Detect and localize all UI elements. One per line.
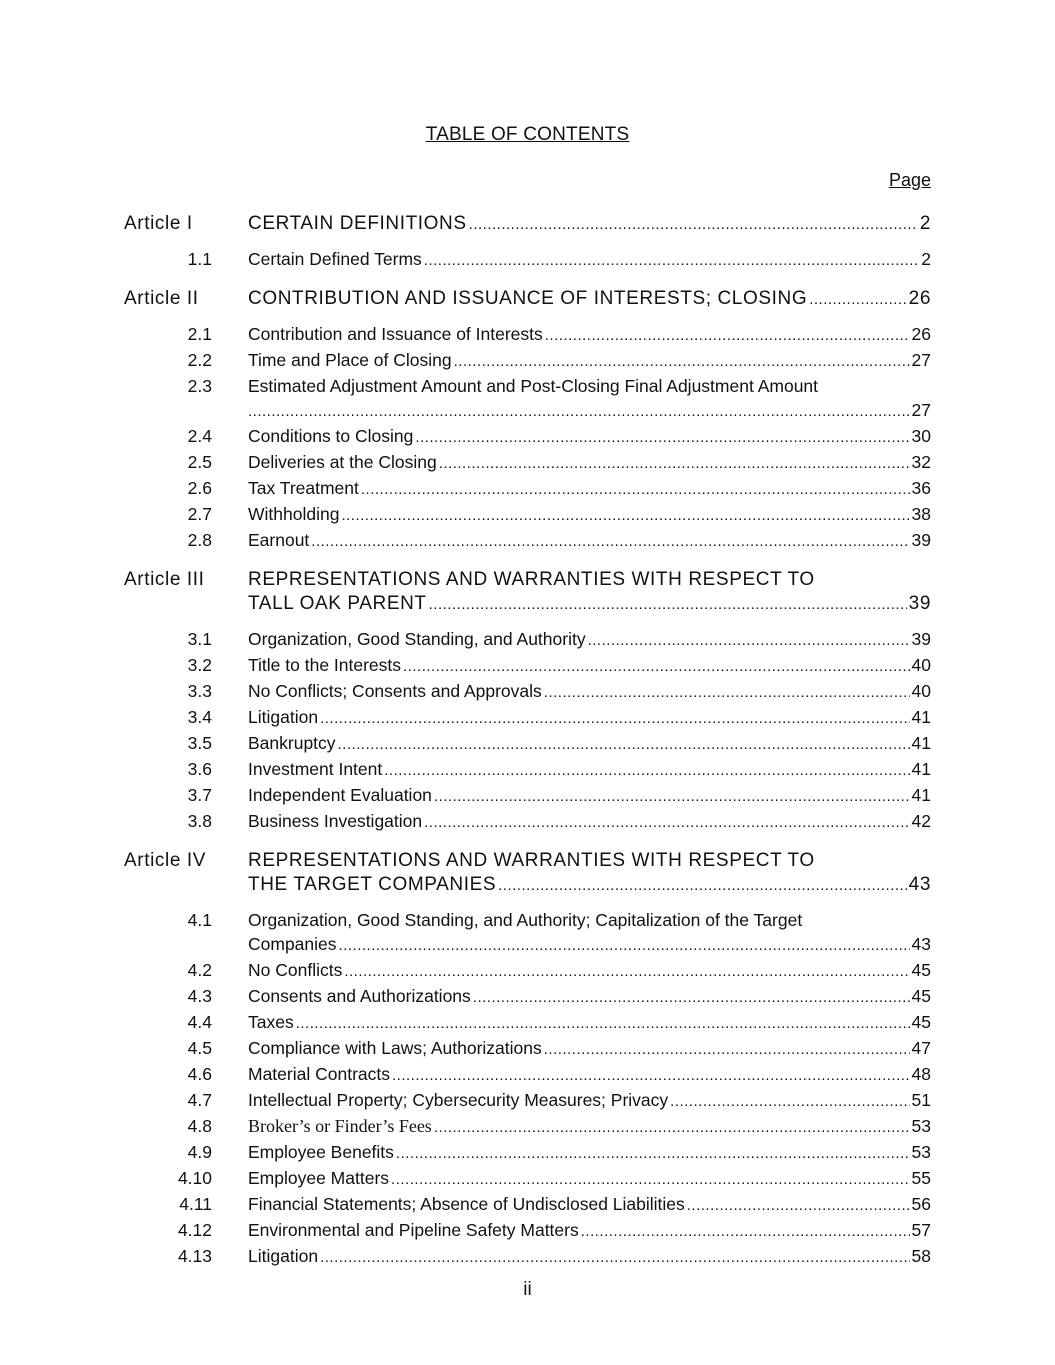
section-page-number: 27 [911, 350, 931, 370]
section-title-text: Broker’s or Finder’s Fees [248, 1116, 432, 1136]
dot-leader [545, 324, 910, 348]
article-title-line [248, 568, 931, 592]
section-page-number: 43 [911, 934, 931, 954]
toc-section-entry [0, 757, 1055, 783]
article-title [248, 849, 931, 898]
section-title-text: Earnout [248, 530, 310, 550]
toc-section-entry [0, 1166, 1055, 1192]
section-title-line [248, 731, 931, 757]
section-number: 3.8 [187, 811, 212, 831]
section-title-text: Contribution and Issuance of Interests [248, 324, 543, 344]
section-title-text: Certain Defined Terms [248, 249, 422, 269]
dot-leader [403, 655, 910, 679]
toc-section-entry [0, 1088, 1055, 1114]
section-title-text: Independent Evaluation [248, 785, 432, 805]
section-page-number: 41 [911, 785, 931, 805]
article-sections [0, 322, 1055, 554]
section-title-text: Bankruptcy [248, 733, 336, 753]
section-page-number: 48 [911, 1064, 931, 1084]
toc-section-entry [0, 653, 1055, 679]
article-title-line [248, 849, 931, 873]
section-number: 3.3 [187, 681, 212, 701]
article-label: Article I [124, 213, 193, 234]
article-heading [0, 212, 1055, 237]
section-page-number: 30 [911, 426, 931, 446]
section-page-number: 45 [911, 960, 931, 980]
section-title [248, 1192, 931, 1218]
toc-section-entry [0, 476, 1055, 502]
dot-leader [320, 707, 909, 731]
toc-article [0, 212, 1055, 273]
section-title-text: Conditions to Closing [248, 426, 414, 446]
dot-leader [809, 288, 906, 312]
toc-section-entry [0, 1244, 1055, 1270]
toc-section-entry [0, 424, 1055, 450]
section-title [248, 476, 931, 502]
section-page-number: 26 [911, 324, 931, 344]
section-title-line [248, 705, 931, 731]
section-number: 3.6 [187, 759, 212, 779]
section-page-number: 39 [911, 530, 931, 550]
section-title-line [248, 1114, 931, 1140]
section-title [248, 1218, 931, 1244]
section-page-number: 58 [911, 1246, 931, 1266]
toc-section-entry [0, 502, 1055, 528]
section-title-text: Intellectual Property; Cybersecurity Measures; Privacy [248, 1090, 669, 1110]
section-number: 4.11 [179, 1194, 212, 1214]
dot-leader [687, 1194, 910, 1218]
section-title [248, 757, 931, 783]
dot-leader [320, 1246, 909, 1270]
section-title-line [248, 809, 931, 835]
section-title-line [248, 984, 931, 1010]
section-title-line [248, 679, 931, 705]
dot-leader [392, 1064, 910, 1088]
section-title-text: Time and Place of Closing [248, 350, 452, 370]
section-title [248, 450, 931, 476]
toc-section-entry [0, 627, 1055, 653]
toc-section-entry [0, 984, 1055, 1010]
section-page-number: 45 [911, 1012, 931, 1032]
section-title-line [248, 348, 931, 374]
dot-leader [544, 681, 910, 705]
section-number: 2.3 [187, 376, 212, 396]
toc-section-entry [0, 1062, 1055, 1088]
section-page-number: 57 [911, 1220, 931, 1240]
section-number: 4.5 [187, 1038, 212, 1058]
article-sections [0, 247, 1055, 273]
article-label: Article III [124, 569, 205, 590]
article-title-line [248, 592, 931, 617]
article-title [248, 212, 931, 237]
section-title [248, 679, 931, 705]
toc-section-entry [0, 1192, 1055, 1218]
section-number: 3.4 [187, 707, 212, 727]
toc-section-entry [0, 783, 1055, 809]
toc-section-entry [0, 348, 1055, 374]
section-title [248, 653, 931, 679]
table-of-contents [0, 212, 1055, 1284]
toc-section-entry [0, 809, 1055, 835]
section-title [248, 1244, 931, 1270]
dot-leader [248, 400, 910, 424]
section-title [248, 424, 931, 450]
article-title-line [248, 212, 931, 237]
section-title-text: Deliveries at the Closing [248, 452, 437, 472]
section-page-number: 47 [911, 1038, 931, 1058]
toc-section-entry [0, 908, 1055, 958]
section-title [248, 1088, 931, 1114]
section-page-number: 38 [911, 504, 931, 524]
section-page-number: 56 [911, 1194, 931, 1214]
section-title-text: Business Investigation [248, 811, 423, 831]
section-number: 4.8 [187, 1116, 212, 1136]
section-title-text: Employee Benefits [248, 1142, 394, 1162]
dot-leader [415, 426, 909, 450]
section-number: 4.10 [177, 1168, 212, 1188]
section-title-line [248, 958, 931, 984]
section-title-text: Litigation [248, 1246, 319, 1266]
section-title [248, 1010, 931, 1036]
toc-section-entry [0, 679, 1055, 705]
section-number: 4.1 [187, 910, 212, 930]
section-page-number: 42 [911, 811, 931, 831]
article-title-line [248, 287, 931, 312]
dot-leader [424, 249, 919, 273]
section-number: 2.7 [187, 504, 212, 524]
section-title [248, 348, 931, 374]
dot-leader [296, 1012, 910, 1036]
section-number: 2.8 [187, 530, 212, 550]
section-title-line [248, 1218, 931, 1244]
article-heading [0, 849, 1055, 898]
section-title-line [248, 1010, 931, 1036]
section-title-line [248, 1244, 931, 1270]
section-number: 2.5 [187, 452, 212, 472]
section-page-number: 51 [911, 1090, 931, 1110]
dot-leader [339, 934, 910, 958]
section-title-line [248, 502, 931, 528]
section-title-line [248, 932, 931, 958]
dot-leader [544, 1038, 910, 1062]
toc-title: TABLE OF CONTENTS [425, 124, 630, 145]
article-title-text: REPRESENTATIONS AND WARRANTIES WITH RESPECT TO [248, 569, 815, 590]
section-number: 2.1 [187, 324, 212, 344]
section-number: 4.13 [177, 1246, 212, 1266]
section-title [248, 322, 931, 348]
section-title [248, 1114, 931, 1140]
section-title [248, 1062, 931, 1088]
section-title-line [248, 1192, 931, 1218]
section-title-text: Withholding [248, 504, 340, 524]
dot-leader [434, 785, 910, 809]
article-heading [0, 287, 1055, 312]
section-page-number: 2 [921, 249, 931, 269]
section-page-number: 39 [911, 629, 931, 649]
section-title [248, 374, 931, 424]
article-title-text: TALL OAK PARENT [248, 593, 427, 614]
toc-article [0, 849, 1055, 1270]
section-title-text: Financial Statements; Absence of Undisclosed Liabilities [248, 1194, 685, 1214]
section-title-text: Employee Matters [248, 1168, 390, 1188]
toc-article [0, 568, 1055, 835]
article-title [248, 568, 931, 617]
section-title-text: Material Contracts [248, 1064, 390, 1084]
section-title-line [248, 1088, 931, 1114]
section-title-text: No Conflicts [248, 960, 343, 980]
page-number-footer: ii [523, 1279, 532, 1300]
section-title-text: Environmental and Pipeline Safety Matters [248, 1220, 579, 1240]
article-label: Article IV [124, 850, 207, 871]
section-title [248, 958, 931, 984]
dot-leader [434, 1116, 910, 1140]
dot-leader [391, 1168, 910, 1192]
section-number: 3.5 [187, 733, 212, 753]
section-page-number: 27 [911, 400, 931, 420]
section-title-line [248, 1036, 931, 1062]
section-page-number: 40 [911, 681, 931, 701]
article-title-text: CERTAIN DEFINITIONS [248, 213, 467, 234]
section-title [248, 705, 931, 731]
section-number: 4.4 [187, 1012, 212, 1032]
section-title-line [248, 322, 931, 348]
section-number: 4.2 [187, 960, 212, 980]
article-page-number: 43 [908, 874, 931, 895]
section-title-line [248, 398, 931, 424]
section-page-number: 41 [911, 733, 931, 753]
toc-section-entry [0, 705, 1055, 731]
section-page-number: 40 [911, 655, 931, 675]
section-page-number: 53 [911, 1142, 931, 1162]
section-page-number: 32 [911, 452, 931, 472]
dot-leader [361, 478, 910, 502]
dot-leader [341, 504, 909, 528]
toc-section-entry [0, 958, 1055, 984]
toc-section-entry [0, 731, 1055, 757]
section-title-text: Compliance with Laws; Authorizations [248, 1038, 542, 1058]
section-number: 1.1 [187, 249, 212, 269]
section-page-number: 53 [911, 1116, 931, 1136]
toc-section-entry [0, 1140, 1055, 1166]
section-title [248, 731, 931, 757]
section-page-number: 55 [911, 1168, 931, 1188]
toc-section-entry [0, 1036, 1055, 1062]
dot-leader [473, 986, 910, 1010]
section-title [248, 984, 931, 1010]
dot-leader [429, 593, 907, 617]
section-title-text: Tax Treatment [248, 478, 359, 498]
article-sections [0, 908, 1055, 1270]
section-title-text: Organization, Good Standing, and Authority; Capitalization of the Target [248, 910, 803, 930]
section-title-line [248, 653, 931, 679]
section-number: 3.1 [187, 629, 212, 649]
section-title-line [248, 1166, 931, 1192]
section-number: 3.7 [187, 785, 212, 805]
section-title-line [248, 1062, 931, 1088]
section-title-line [248, 627, 931, 653]
section-number: 3.2 [187, 655, 212, 675]
toc-section-entry [0, 374, 1055, 424]
article-title-text: REPRESENTATIONS AND WARRANTIES WITH RESPECT TO [248, 850, 815, 871]
article-page-number: 39 [908, 593, 931, 614]
section-page-number: 41 [911, 759, 931, 779]
dot-leader [498, 874, 907, 898]
section-page-number: 36 [911, 478, 931, 498]
section-title-line [248, 424, 931, 450]
section-title-text: Consents and Authorizations [248, 986, 471, 1006]
section-page-number: 45 [911, 986, 931, 1006]
article-page-number: 2 [919, 213, 931, 234]
section-title [248, 627, 931, 653]
section-title-line [248, 1140, 931, 1166]
dot-leader [311, 530, 909, 554]
section-title-line [248, 374, 931, 398]
section-title-text: Estimated Adjustment Amount and Post-Closing Final Adjustment Amount [248, 376, 819, 396]
toc-article [0, 287, 1055, 554]
section-title-line [248, 450, 931, 476]
toc-section-entry [0, 322, 1055, 348]
section-number: 4.9 [187, 1142, 212, 1162]
dot-leader [581, 1220, 910, 1244]
toc-section-entry [0, 528, 1055, 554]
section-number: 4.3 [187, 986, 212, 1006]
toc-section-entry [0, 1010, 1055, 1036]
section-number: 2.4 [187, 426, 212, 446]
section-title-text: No Conflicts; Consents and Approvals [248, 681, 542, 701]
section-title-text: Companies [248, 934, 337, 954]
section-title-text: Title to the Interests [248, 655, 402, 675]
toc-section-entry [0, 1218, 1055, 1244]
dot-leader [424, 811, 909, 835]
section-title-line [248, 757, 931, 783]
toc-section-entry [0, 247, 1055, 273]
section-number: 4.12 [177, 1220, 212, 1240]
page-column-header: Page [888, 170, 931, 190]
article-title-text: CONTRIBUTION AND ISSUANCE OF INTERESTS; CLOSING [248, 288, 808, 309]
toc-section-entry [0, 1114, 1055, 1140]
section-title-text: Organization, Good Standing, and Authority [248, 629, 586, 649]
section-title-text: Litigation [248, 707, 319, 727]
section-title [248, 1036, 931, 1062]
section-title-text: Taxes [248, 1012, 294, 1032]
section-number: 4.7 [187, 1090, 212, 1110]
section-title-line [248, 476, 931, 502]
article-label: Article II [124, 288, 199, 309]
article-page-number: 26 [908, 288, 931, 309]
dot-leader [588, 629, 910, 653]
dot-leader [344, 960, 909, 984]
section-title [248, 247, 931, 273]
dot-leader [439, 452, 910, 476]
section-title [248, 1166, 931, 1192]
dot-leader [469, 213, 918, 237]
dot-leader [338, 733, 910, 757]
toc-section-entry [0, 450, 1055, 476]
dot-leader [454, 350, 910, 374]
section-title-line [248, 528, 931, 554]
dot-leader [396, 1142, 910, 1166]
section-title [248, 502, 931, 528]
section-title-line [248, 247, 931, 273]
section-title-line [248, 783, 931, 809]
section-title [248, 528, 931, 554]
dot-leader [670, 1090, 909, 1114]
section-title-line [248, 908, 931, 932]
article-heading [0, 568, 1055, 617]
section-number: 2.6 [187, 478, 212, 498]
article-title-line [248, 873, 931, 898]
section-title [248, 908, 931, 958]
section-title [248, 1140, 931, 1166]
section-title-text: Investment Intent [248, 759, 383, 779]
article-title-text: THE TARGET COMPANIES [248, 874, 497, 895]
section-number: 2.2 [187, 350, 212, 370]
section-number: 4.6 [187, 1064, 212, 1084]
section-title [248, 783, 931, 809]
dot-leader [384, 759, 909, 783]
section-title [248, 809, 931, 835]
article-title [248, 287, 931, 312]
article-sections [0, 627, 1055, 835]
section-page-number: 41 [911, 707, 931, 727]
